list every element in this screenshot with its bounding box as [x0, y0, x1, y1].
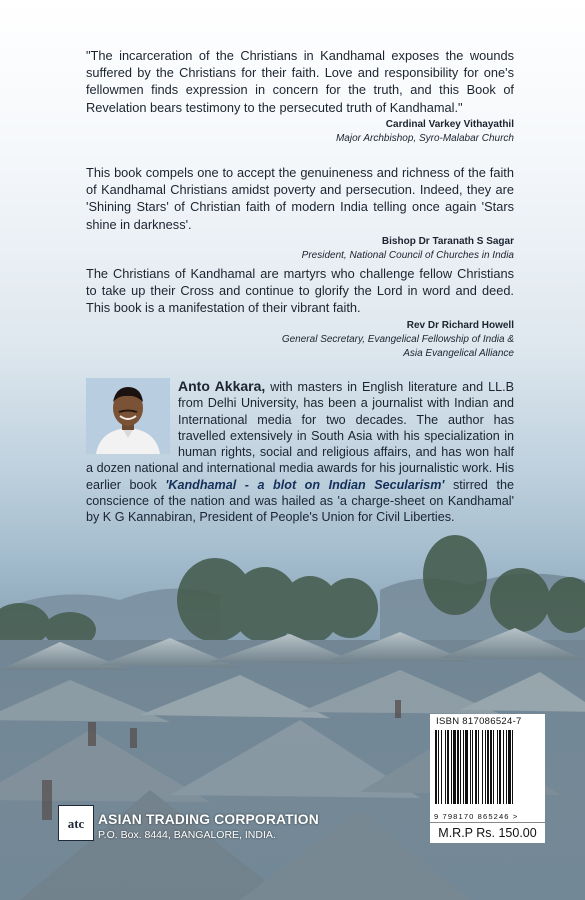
publisher-logo — [58, 805, 94, 841]
quote-vithayathil — [86, 47, 514, 146]
price-label: M.R.P Rs. 150.00 — [430, 822, 545, 843]
publisher-name: ASIAN TRADING CORPORATION — [98, 812, 319, 827]
barcode-icon — [434, 730, 541, 806]
barcode-digits: 9 798170 865246 > — [434, 812, 519, 821]
bio-text-2: stirred the conscience of the nation and was hailed as 'a charge-sheet on Kandhamal' by K G Kannabiran, President of People's Union for Civil Liberties. — [86, 477, 514, 525]
publisher-block — [98, 812, 319, 841]
svg-text:atc: atc — [67, 816, 85, 831]
author-photo — [86, 378, 170, 454]
quote-author-title-line2: Asia Evangelical Alliance — [403, 347, 514, 359]
author-bio — [86, 378, 514, 526]
quote-author-title: General Secretary, Evangelical Fellowship of India & — [281, 333, 514, 345]
bio-text-1: with masters in English literature and LL.B from Delhi University, has been a journalist with Indian and International media for two decades. The author has travelled extensively in South Asia with his specialization in human rights, social and religious affairs, and has won half a dozen national and international media awards for his journalistic work. His earlier book — [86, 380, 514, 492]
publisher-address: P.O. Box. 8444, BANGALORE, INDIA. — [98, 829, 276, 841]
quote-howell — [86, 265, 514, 361]
quote-author-name: Rev Dr Richard Howell — [406, 319, 514, 331]
quote-sagar — [86, 164, 514, 263]
author-name: Anto Akkara, — [178, 378, 266, 394]
isbn-number: ISBN 817086524-7 — [436, 716, 522, 727]
quote-author-name: Bishop Dr Taranath S Sagar — [381, 235, 514, 247]
quote-author-title: Major Archbishop, Syro-Malabar Church — [335, 132, 514, 144]
quote-text: This book compels one to accept the genuineness and richness of the faith of Kandhamal Christians amidst poverty and persecution. Indeed, they are 'Shining Stars' of Christian faith of modern India telling once again 'Stars shine in darkness'. — [86, 165, 514, 232]
quote-author-title: President, National Council of Churches in India — [301, 249, 514, 261]
quote-text: The Christians of Kandhamal are martyrs who challenge fellow Christians to take up their Cross and continue to glorify the Lord in word and deed. This book is a manifestation of their vibrant faith. — [86, 266, 514, 316]
quote-text: "The incarceration of the Christians in Kandhamal exposes the wounds suffered by the Christians for their faith. Love and responsibility for one's fellowmen finds expression in concern for the truth, and this Book of Revelation bears testimony to the persecuted truth of Kandhamal." — [86, 48, 514, 115]
quote-author-name: Cardinal Varkey Vithayathil — [385, 118, 514, 130]
isbn-barcode-box — [430, 714, 545, 822]
earlier-book-title: 'Kandhamal - a blot on Indian Secularism' — [165, 477, 445, 492]
publisher-logo-mark — [59, 806, 93, 840]
